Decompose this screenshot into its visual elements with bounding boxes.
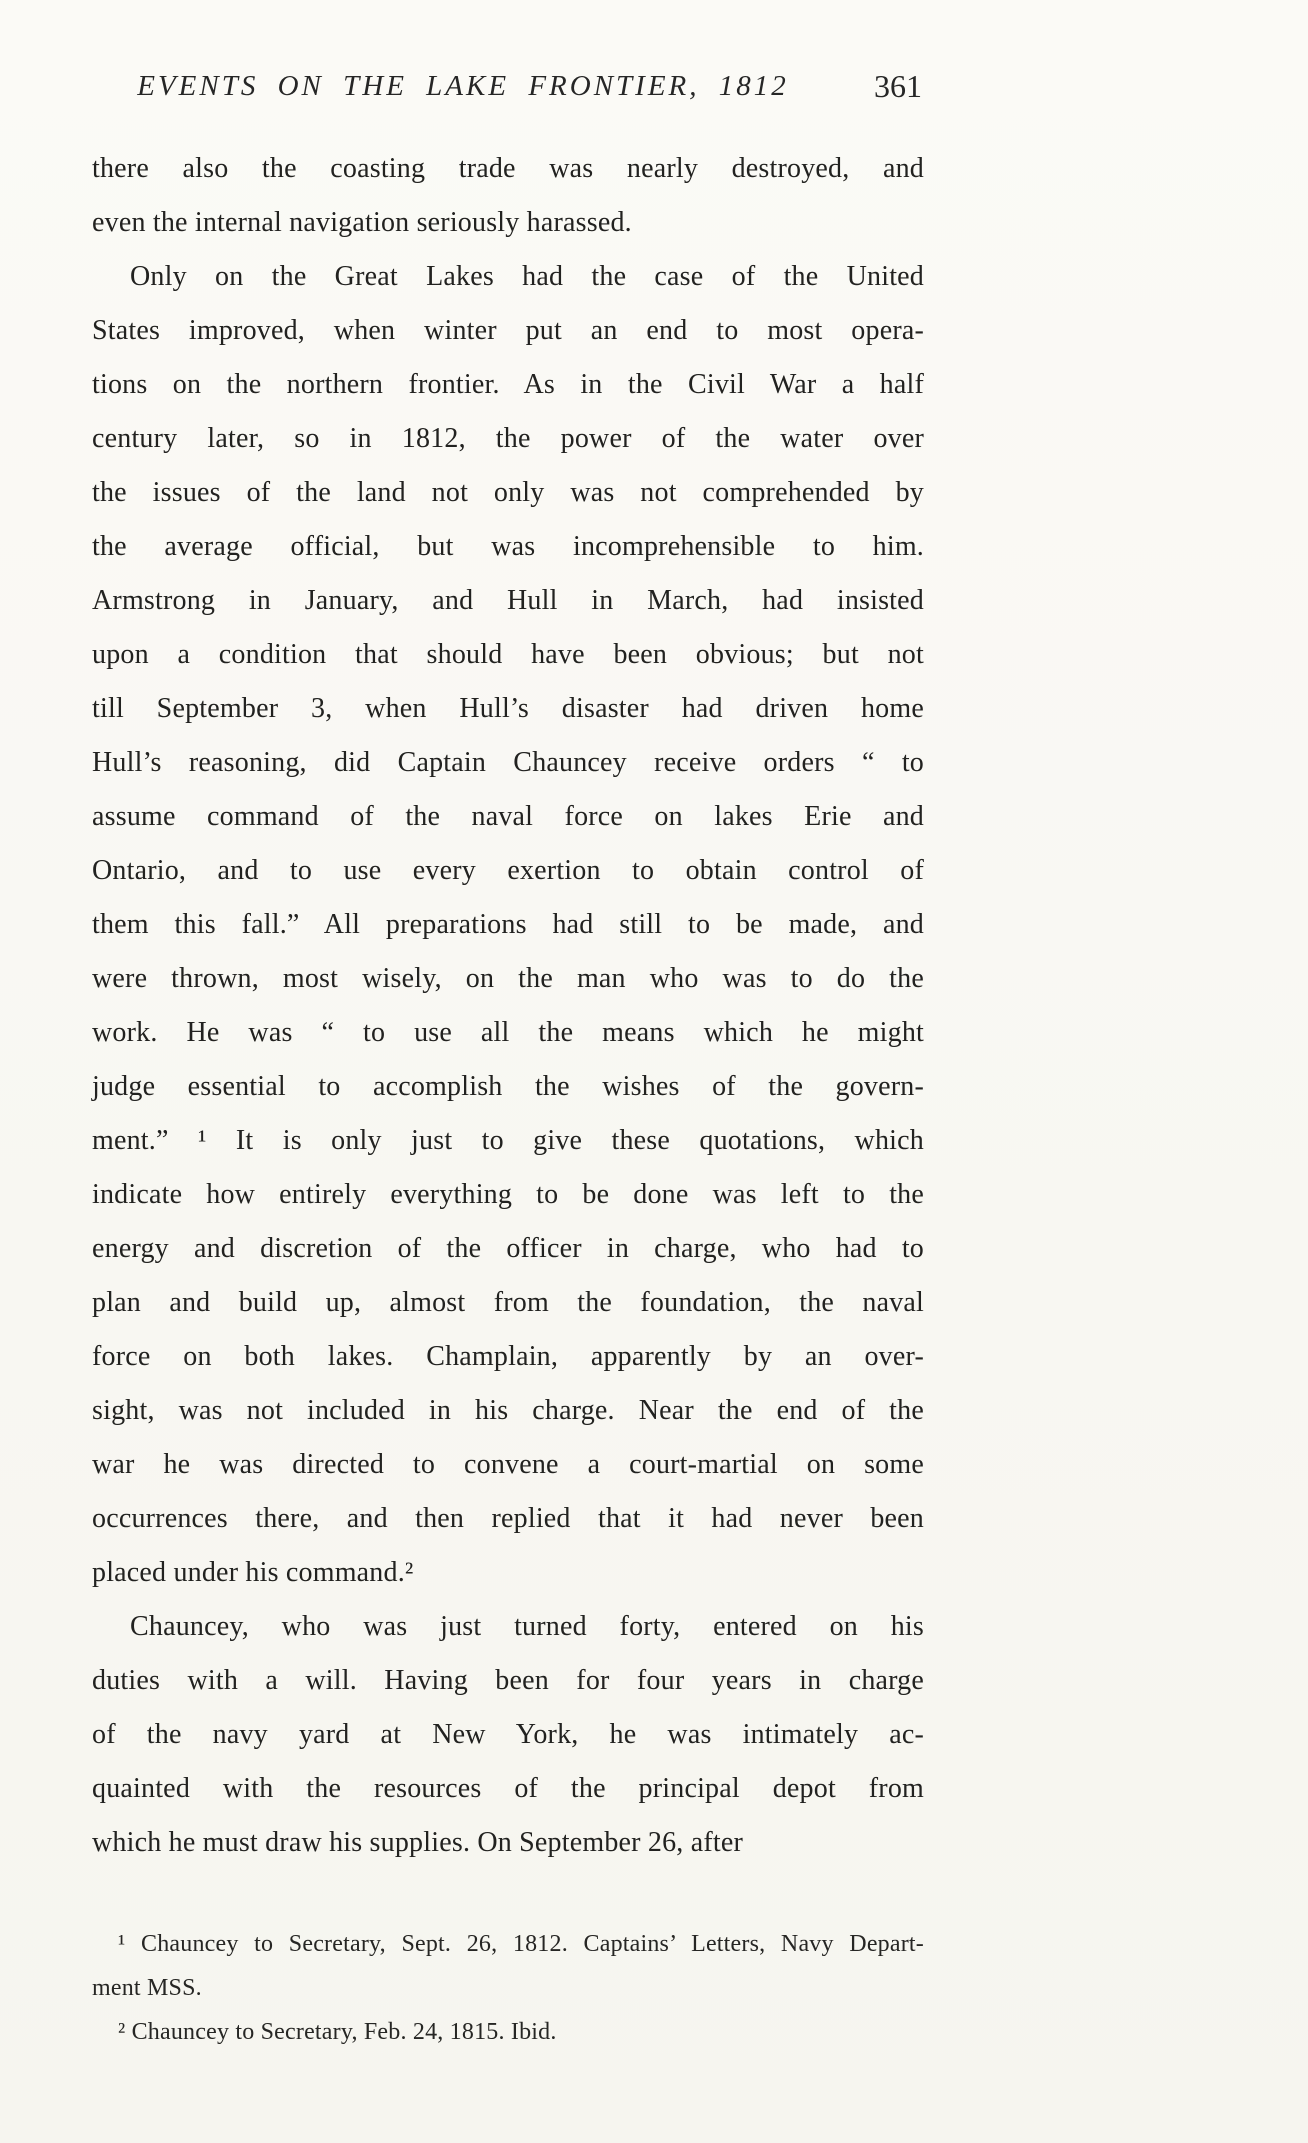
- text-line: were thrown, most wisely, on the man who was to do the: [92, 963, 924, 994]
- text-line: ment MSS.: [92, 1975, 202, 2001]
- text-line: even the internal navigation seriously harassed.: [92, 207, 632, 238]
- text-line: Armstrong in January, and Hull in March, had insisted: [92, 585, 924, 616]
- text-line: the average official, but was incomprehensible to him.: [92, 531, 924, 562]
- text-line: war he was directed to convene a court-martial on some: [92, 1449, 924, 1480]
- text-line: energy and discretion of the officer in charge, who had to: [92, 1233, 924, 1264]
- text-line: duties with a will. Having been for four years in charge: [92, 1665, 924, 1696]
- text-line: Ontario, and to use every exertion to obtain control of: [92, 855, 924, 886]
- footnote: [92, 2010, 924, 2054]
- text-line: quainted with the resources of the principal depot from: [92, 1773, 924, 1804]
- text-line: occurrences there, and then replied that it had never been: [92, 1503, 924, 1534]
- text-column: [92, 62, 924, 2054]
- text-line: plan and build up, almost from the foundation, the naval: [92, 1287, 924, 1318]
- text-line: force on both lakes. Champlain, apparently by an over-: [92, 1341, 924, 1372]
- running-header-title: EVENTS ON THE LAKE FRONTIER, 1812: [137, 70, 789, 102]
- paragraph: [92, 1600, 924, 1870]
- text-line: Chauncey, who was just turned forty, entered on his: [130, 1611, 924, 1642]
- text-line: the issues of the land not only was not comprehended by: [92, 477, 924, 508]
- text-line: upon a condition that should have been obvious; but not: [92, 639, 924, 670]
- text-line: till September 3, when Hull’s disaster had driven home: [92, 693, 924, 724]
- text-line: of the navy yard at New York, he was intimately ac-: [92, 1719, 924, 1750]
- text-line: which he must draw his supplies. On September 26, after: [92, 1827, 743, 1858]
- text-line: ¹ Chauncey to Secretary, Sept. 26, 1812. Captains’ Letters, Navy Depart-: [118, 1931, 924, 1957]
- text-line: there also the coasting trade was nearly destroyed, and: [92, 153, 924, 184]
- text-line: Hull’s reasoning, did Captain Chauncey receive orders “ to: [92, 747, 924, 778]
- footnote: [92, 1922, 924, 2010]
- running-header: [92, 62, 924, 136]
- text-line: tions on the northern frontier. As in the Civil War a half: [92, 369, 924, 400]
- text-line: ment.” ¹ It is only just to give these quotations, which: [92, 1125, 924, 1156]
- paragraphs: [92, 142, 924, 1870]
- text-line: them this fall.” All preparations had still to be made, and: [92, 909, 924, 940]
- paragraph: [92, 250, 924, 1600]
- text-line: judge essential to accomplish the wishes of the govern-: [92, 1071, 924, 1102]
- paragraph: [92, 142, 924, 250]
- text-line: States improved, when winter put an end to most opera-: [92, 315, 924, 346]
- text-line: work. He was “ to use all the means which he might: [92, 1017, 924, 1048]
- text-line: century later, so in 1812, the power of the water over: [92, 423, 924, 454]
- text-line: placed under his command.²: [92, 1557, 414, 1588]
- text-line: ² Chauncey to Secretary, Feb. 24, 1815. Ibid.: [118, 2019, 557, 2045]
- page-number: 361: [874, 68, 922, 104]
- text-line: Only on the Great Lakes had the case of the United: [130, 261, 924, 292]
- text-line: sight, was not included in his charge. Near the end of the: [92, 1395, 924, 1426]
- text-line: indicate how entirely everything to be done was left to the: [92, 1179, 924, 1210]
- text-line: assume command of the naval force on lakes Erie and: [92, 801, 924, 832]
- footnotes: [92, 1922, 924, 2054]
